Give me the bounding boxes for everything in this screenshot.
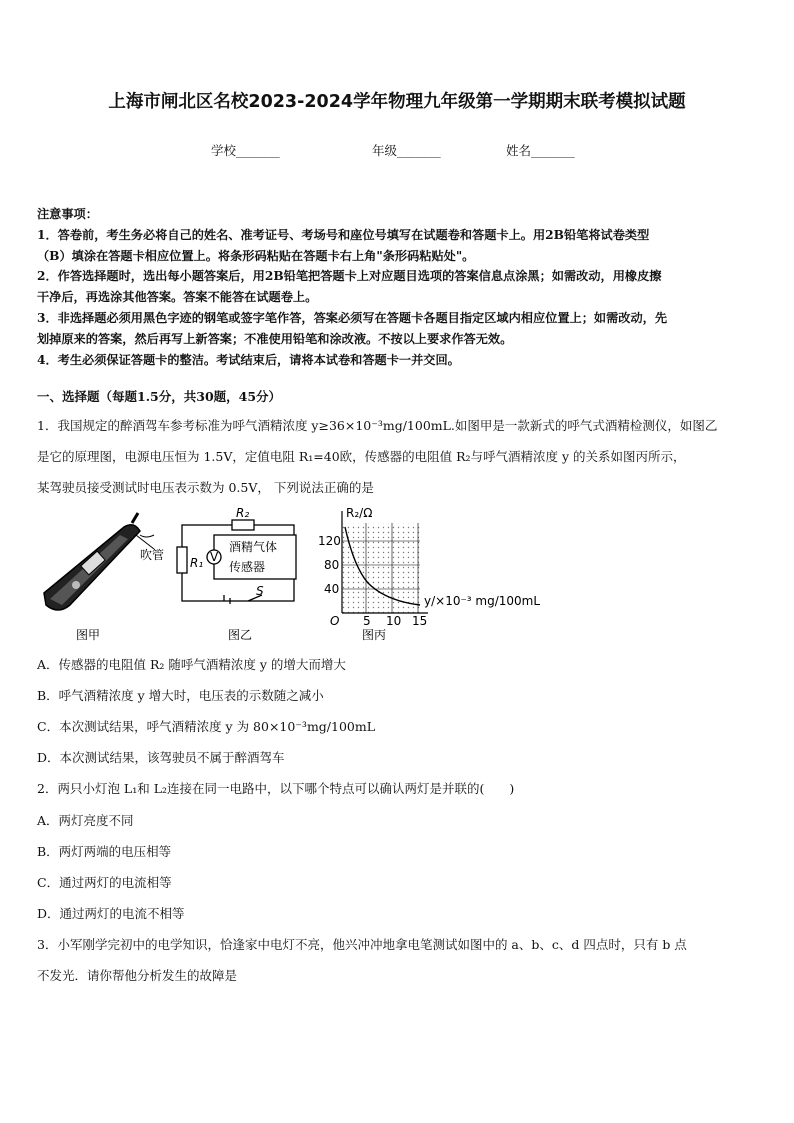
notes-line: （B）填涂在答题卡相应位置上。将条形码粘贴在答题卡右上角"条形码粘贴处"。: [37, 248, 475, 263]
question-2: 2．两只小灯泡 L₁和 L₂连接在同一电路中，以下哪个特点可以确认两灯是并联的( ): [37, 781, 515, 796]
switch-label: S: [256, 584, 264, 598]
question-3: [37, 929, 759, 991]
q2-option-d[interactable]: D．通过两灯的电流不相等: [37, 906, 185, 921]
question-1-figure: [36, 505, 556, 645]
question-1-line: 是它的原理图，电源电压恒为 1.5V，定值电阻 R₁=40欧，传感器的电阻值 R₂与呼气酒精浓度 y 的关系如图丙所示，: [37, 449, 686, 464]
page-title: 上海市闸北区名校2023-2024学年物理九年级第一学期期末联考模拟试题: [108, 92, 686, 112]
q2-option-b[interactable]: B．两灯两端的电压相等: [37, 844, 172, 859]
notes-line: 干净后，再选涂其他答案。答案不能答在试题卷上。: [37, 290, 318, 305]
notes-heading: 注意事项：: [37, 207, 98, 221]
sensor-label-line2: 传感器: [229, 560, 266, 574]
voltmeter-label: V: [210, 550, 219, 564]
question-1-line: 某驾驶员接受测试时电压表示数为 0.5V， 下列说法正确的是: [37, 480, 374, 495]
r2-label: R₂: [236, 506, 250, 520]
ytick-80: 80: [324, 558, 340, 572]
question-1-line: 1．我国规定的醉酒驾车参考标准为呼气酒精浓度 y≥36×10⁻³mg/100mL.如图甲是一款新式的呼气式酒精检测仪，如图乙: [37, 418, 718, 433]
question-3-line: 不发光．请你帮他分析发生的故障是: [37, 968, 238, 983]
xtick-5: 5: [363, 614, 371, 628]
notes-section: [37, 204, 759, 370]
notes-line: 4．考生必须保证答题卡的整洁。考试结束后，请将本试卷和答题卡一并交回。: [37, 352, 460, 367]
r2-concentration-graph: [342, 511, 428, 613]
notes-line: 1．答卷前，考生务必将自己的姓名、准考证号、考场号和座位号填写在试题卷和答题卡上。用2B铅笔将试卷类型: [37, 227, 650, 242]
name-field[interactable]: 姓名_______: [506, 143, 575, 158]
xtick-10: 10: [386, 614, 402, 628]
xtick-origin: O: [330, 614, 340, 628]
q1-option-d[interactable]: D．本次测试结果，该驾驶员不属于醉酒驾车: [37, 750, 285, 765]
caption-bing: 图丙: [362, 628, 387, 642]
q2-option-c[interactable]: C．通过两灯的电流相等: [37, 875, 172, 890]
grade-field[interactable]: 年级_______: [372, 143, 441, 158]
q2-option-a[interactable]: A．两灯亮度不同: [37, 813, 134, 828]
question-3-line: 3．小军刚学完初中的电学知识，恰逢家中电灯不亮，他兴冲冲地拿电笔测试如图中的 a、b、c、d 四点时，只有 b 点: [37, 937, 687, 952]
notes-line: 2．作答选择题时，选出每小题答案后，用2B铅笔把答题卡上对应题目选项的答案信息点涂黑；如需改动，用橡皮擦: [37, 269, 662, 284]
notes-line: 3．非选择题必须用黑色字迹的钢笔或签字笔作答，答案必须写在答题卡各题目指定区域内相应位置上；如需改动，先: [37, 310, 668, 325]
section-heading: 一、选择题（每题1.5分，共30题，45分）: [37, 389, 282, 404]
q1-option-c[interactable]: C．本次测试结果，呼气酒精浓度 y 为 80×10⁻³mg/100mL: [37, 719, 376, 734]
q1-option-b[interactable]: B．呼气酒精浓度 y 增大时，电压表的示数随之减小: [37, 688, 324, 703]
graph-ylabel: R₂/Ω: [346, 506, 373, 520]
ytick-120: 120: [318, 534, 341, 548]
r1-label: R₁: [190, 556, 204, 570]
q1-option-a[interactable]: A．传感器的电阻值 R₂ 随呼气酒精浓度 y 的增大而增大: [37, 657, 346, 672]
figure-svg: [36, 505, 556, 645]
question-1: [37, 410, 759, 503]
breathalyzer-device: [44, 513, 154, 610]
caption-yi: 图乙: [228, 628, 253, 642]
notes-line: 划掉原来的答案，然后再写上新答案；不准使用铅笔和涂改液。不按以上要求作答无效。: [37, 331, 513, 346]
school-field[interactable]: 学校_______: [211, 143, 280, 158]
graph-xlabel: y/×10⁻³ mg/100mL: [424, 594, 541, 608]
ytick-40: 40: [324, 582, 340, 596]
sensor-label-line1: 酒精气体: [229, 540, 278, 554]
student-info-row: [0, 141, 794, 161]
xtick-15: 15: [412, 614, 428, 628]
tube-label: 吹管: [140, 548, 165, 562]
caption-jia: 图甲: [76, 628, 101, 642]
